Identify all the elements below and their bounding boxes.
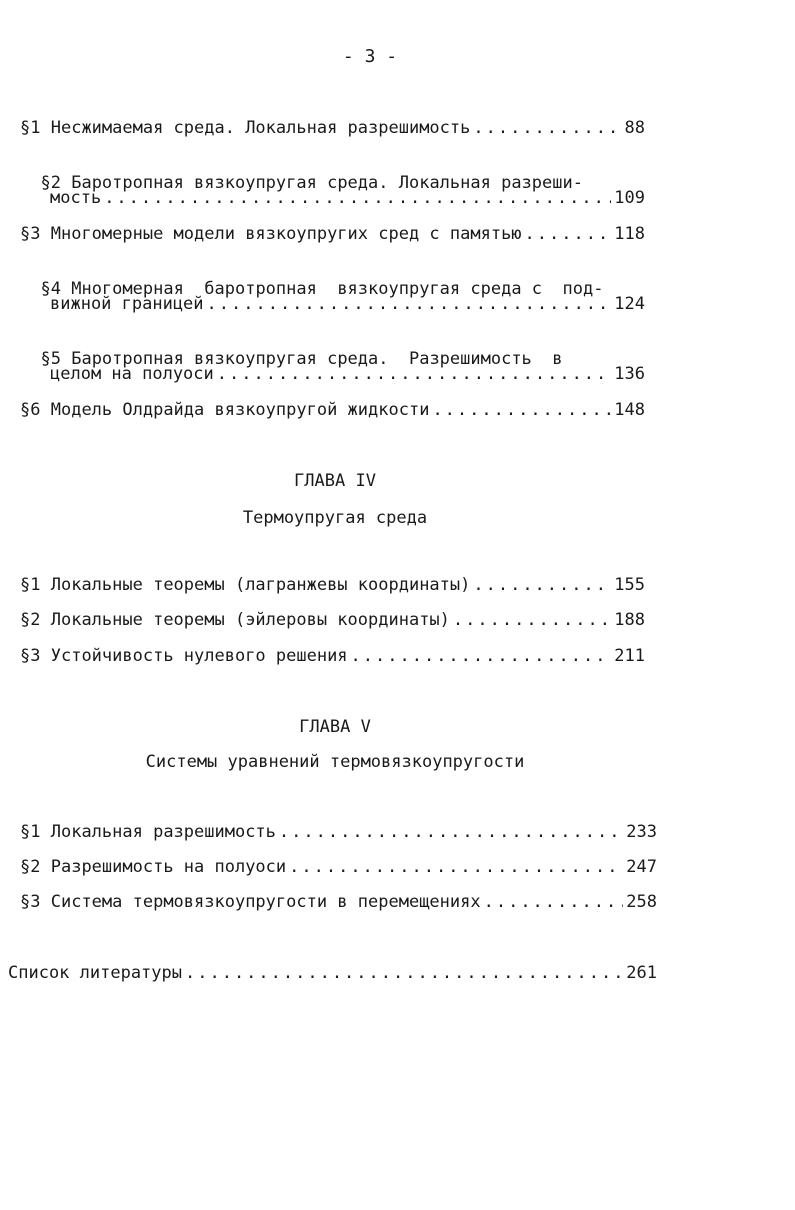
leader-dots bbox=[351, 646, 612, 666]
chapter-title: Термоупругая среда bbox=[242, 508, 428, 528]
section-title: Разрешимость на полуоси bbox=[50, 857, 287, 877]
page-ref: 258 bbox=[626, 892, 657, 912]
leader-dots bbox=[207, 294, 612, 314]
toc-entry bbox=[20, 224, 645, 244]
toc-entry-continuation bbox=[50, 294, 645, 314]
page-ref: 233 bbox=[626, 822, 657, 842]
page-number: - 3 - bbox=[342, 46, 398, 67]
leader-dots bbox=[432, 400, 611, 420]
section-title: Многомерные модели вязкоупругих сред с памятью bbox=[50, 224, 522, 244]
page-ref: 118 bbox=[614, 224, 645, 244]
section-title: Локальная разрешимость bbox=[50, 822, 276, 842]
chapter-label: ГЛАВА V bbox=[299, 717, 371, 737]
section-number: §2 bbox=[20, 857, 41, 877]
toc-entry-continuation bbox=[50, 188, 645, 208]
section-number: §1 bbox=[20, 822, 41, 842]
toc-entry bbox=[20, 400, 645, 420]
section-title: Устойчивость нулевого решения bbox=[50, 646, 348, 666]
page-ref: 124 bbox=[614, 294, 645, 314]
section-number: §2 bbox=[20, 610, 41, 630]
section-number: §3 bbox=[20, 892, 41, 912]
section-title-cont: мость bbox=[50, 188, 102, 208]
page-ref: 109 bbox=[614, 188, 645, 208]
toc-entry bbox=[20, 259, 603, 299]
section-title: Локальные теоремы (эйлеровы координаты) bbox=[50, 610, 450, 630]
page-ref: 136 bbox=[614, 364, 645, 384]
page-ref: 211 bbox=[614, 646, 645, 666]
section-number: §3 bbox=[20, 224, 41, 244]
toc-entry-continuation bbox=[50, 364, 645, 384]
toc-entry-references bbox=[8, 963, 657, 983]
section-number: §3 bbox=[20, 646, 41, 666]
leader-dots bbox=[525, 224, 612, 244]
toc-entry bbox=[20, 857, 657, 877]
section-title: Баротропная вязкоупругая среда. Локальная разреши- bbox=[71, 173, 583, 193]
toc-entry bbox=[20, 822, 657, 842]
section-title: Система термовязкоупругости в перемещениях bbox=[50, 892, 481, 912]
toc-entry bbox=[20, 575, 645, 595]
page-ref: 247 bbox=[626, 857, 657, 877]
section-title: Модель Олдрайда вязкоупругой жидкости bbox=[50, 400, 430, 420]
leader-dots bbox=[484, 892, 624, 912]
chapter-label: ГЛАВА IV bbox=[294, 471, 376, 491]
section-title: Баротропная вязкоупругая среда. Разрешимость в bbox=[71, 349, 563, 369]
leader-dots bbox=[279, 822, 623, 842]
section-number: §4 bbox=[40, 279, 61, 299]
toc-entry bbox=[20, 153, 583, 193]
toc-entry bbox=[20, 646, 645, 666]
section-title: Локальные теоремы (лагранжевы координаты) bbox=[50, 575, 471, 595]
page-ref: 148 bbox=[614, 400, 645, 420]
page-ref: 261 bbox=[626, 963, 657, 983]
page-ref: 155 bbox=[614, 575, 645, 595]
section-title-cont: вижной границей bbox=[50, 294, 204, 314]
page-ref: 88 bbox=[624, 118, 645, 138]
references-title: Список литературы bbox=[8, 963, 182, 983]
leader-dots bbox=[104, 188, 611, 208]
leader-dots bbox=[473, 118, 621, 138]
leader-dots bbox=[185, 963, 623, 983]
toc-entry bbox=[20, 610, 645, 630]
leader-dots bbox=[453, 610, 611, 630]
page-ref: 188 bbox=[614, 610, 645, 630]
section-number: §1 bbox=[20, 575, 41, 595]
leader-dots bbox=[289, 857, 623, 877]
section-number: §1 bbox=[20, 118, 41, 138]
section-number: §2 bbox=[40, 173, 61, 193]
section-title: Многомерная баротропная вязкоупругая среда с под- bbox=[71, 279, 604, 299]
toc-entry bbox=[20, 892, 657, 912]
toc-entry bbox=[20, 118, 645, 138]
section-title-cont: целом на полуоси bbox=[50, 364, 214, 384]
section-number: §6 bbox=[20, 400, 41, 420]
section-title: Несжимаемая среда. Локальная разрешимость bbox=[50, 118, 471, 138]
leader-dots bbox=[217, 364, 612, 384]
leader-dots bbox=[473, 575, 611, 595]
chapter-title: Системы уравнений термовязкоупругости bbox=[145, 752, 525, 772]
section-number: §5 bbox=[40, 349, 61, 369]
toc-entry bbox=[20, 329, 563, 369]
